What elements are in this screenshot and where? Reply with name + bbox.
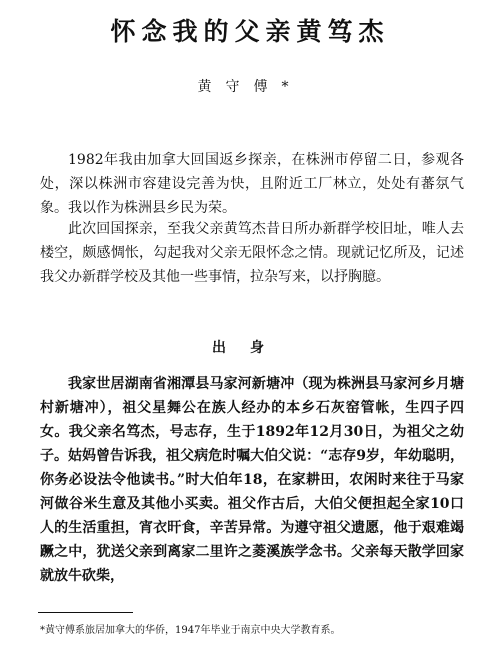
footnote-divider — [38, 612, 133, 613]
article-title: 怀念我的父亲黄笃杰 — [110, 17, 390, 46]
intro-paragraph-2 — [40, 217, 464, 289]
footnote: *黄守傅系旅居加拿大的华侨，1947年毕业于南京中央大学教育系。 — [40, 625, 341, 636]
section-heading: 出身 — [212, 340, 288, 356]
paragraph-text: 此次回国探亲，至我父亲黄笃杰昔日所办新群学校旧址，唯人去楼空，颇感惆怅，勾起我对父亲无限怀念之情。现就记忆所及，记述我父办新群学校及其他一些事情，拉杂写来，以抒胸臆。 — [40, 221, 464, 285]
intro-paragraph-1 — [40, 148, 464, 220]
paragraph-text: 我家世居湖南省湘潭县马家河新塘冲（现为株洲县马家河乡月塘村新塘冲），祖父星舞公在族人经办的本乡石灰窑管帐，生四子四女。我父亲名笃杰，号志存，生于1892年12月30日，为祖父之幼子。姑妈曾告诉我，祖父病危时嘱大伯父说：“志存9岁，年幼聪明，你务必设法令他读书。”时大伯年18，在家耕田，农闲时来往于马家河做谷米生意及其他小买卖。祖父作古后，大伯父便担起全家10口人的生活重担，宵衣旰食，辛苦异常。为遵守祖父遗愿，他于艰难竭蹶之中，犹送父亲到离家二里许之菱溪族学念书。父亲每天散学回家就放牛砍柴， — [40, 376, 464, 584]
paragraph-text: 1982年我由加拿大回国返乡探亲，在株洲市停留二日，参观各处，深以株洲市容建设完善为快，且附近工厂林立，处处有蕃氛气象。我以作为株洲县乡民为荣。 — [40, 152, 464, 216]
author-name: 黄守傅* — [197, 79, 303, 95]
section-paragraph — [40, 372, 464, 588]
